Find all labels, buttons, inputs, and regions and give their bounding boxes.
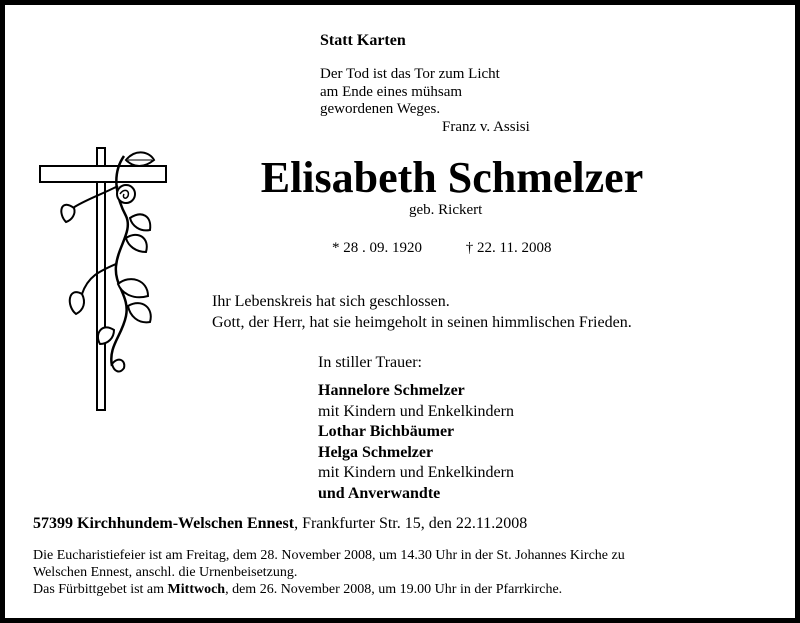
farewell-line: Gott, der Herr, hat sie heimgeholt in seinen himmlischen Frieden. bbox=[212, 314, 632, 331]
address-place: 57399 Kirchhundem-Welschen Ennest bbox=[33, 515, 295, 532]
heading: Statt Karten bbox=[320, 32, 406, 49]
notice-line: Die Eucharistiefeier ist am Freitag, dem 28. November 2008, um 14.30 Uhr in der St. Johannes Kirche zu bbox=[33, 548, 625, 563]
mourner-name: Hannelore Schmelzer bbox=[318, 382, 465, 399]
notice-line bbox=[33, 581, 625, 598]
notice-text: Das Fürbittgebet ist am bbox=[33, 582, 168, 597]
address-rest: , Frankfurter Str. 15, den 22.11.2008 bbox=[294, 515, 528, 532]
farewell-line: Ihr Lebenskreis hat sich geschlossen. bbox=[212, 293, 450, 310]
birth-date: * 28 . 09. 1920 bbox=[332, 240, 422, 256]
mourners-list bbox=[318, 381, 514, 504]
mourning-intro: In stiller Trauer: bbox=[318, 354, 422, 371]
mourner-name: Helga Schmelzer bbox=[318, 443, 434, 461]
mourner-name: und Anverwandte bbox=[318, 484, 441, 502]
service-notice bbox=[33, 547, 625, 598]
quote-author: Franz v. Assisi bbox=[442, 118, 530, 135]
mourner-name: Lothar Bichbäumer bbox=[318, 423, 455, 440]
quote-line: am Ende eines mühsam bbox=[320, 83, 463, 100]
quote-block bbox=[320, 66, 560, 136]
death-date: † 22. 11. 2008 bbox=[465, 240, 552, 256]
notice-text: , dem 26. November 2008, um 19.00 Uhr in der Pfarrkirche. bbox=[225, 582, 563, 597]
address-line bbox=[33, 515, 527, 533]
deceased-name: Elisabeth Schmelzer bbox=[260, 153, 644, 202]
quote-line: Der Tod ist das Tor zum Licht bbox=[320, 66, 500, 82]
notice-line: Welschen Ennest, anschl. die Urnenbeisetzung. bbox=[33, 565, 298, 580]
farewell-text bbox=[212, 291, 632, 333]
notice-weekday: Mittwoch bbox=[167, 582, 226, 597]
birth-name: geb. Rickert bbox=[409, 202, 483, 218]
life-dates bbox=[332, 240, 591, 257]
mourner-note: mit Kindern und Enkelkindern bbox=[318, 464, 514, 481]
quote-line: gewordenen Weges. bbox=[320, 101, 441, 117]
mourner-note: mit Kindern und Enkelkindern bbox=[318, 402, 514, 420]
